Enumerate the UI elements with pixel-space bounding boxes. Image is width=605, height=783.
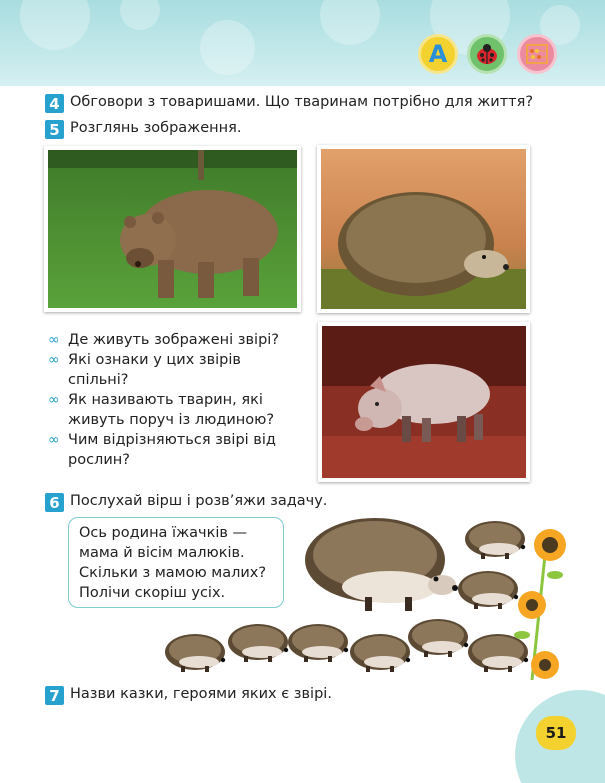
task-number-4: 4	[45, 94, 64, 113]
question-item: ∞ Чим відрізняються звірі від рослин?	[48, 432, 276, 468]
piglet-photo	[318, 322, 530, 482]
task-5-text: Розглянь зображення.	[70, 120, 242, 136]
poem-line: Скільки з мамою малих?	[79, 565, 267, 581]
baby-hedgehog	[228, 624, 288, 662]
header-band	[0, 0, 605, 86]
task-6-text: Послухай вірш і розв’яжи задачу.	[70, 493, 328, 509]
decor-bubble	[120, 0, 160, 30]
baby-hedgehog	[458, 571, 518, 609]
task-7-text: Назви казки, героями яких є звірі.	[70, 686, 332, 702]
question-list	[48, 330, 303, 470]
hedgehogs-illustration	[160, 505, 580, 685]
decor-bubble	[200, 20, 255, 75]
bullet-icon: ∞	[48, 432, 60, 448]
ladybug-icon[interactable]	[467, 34, 507, 74]
bullet-icon: ∞	[48, 352, 60, 368]
abacus-icon[interactable]	[517, 34, 557, 74]
hedgehog-photo	[317, 145, 530, 313]
task-number-5: 5	[45, 120, 64, 139]
poem-line: Ось родина їжачків —	[79, 525, 248, 541]
question-item: ∞ Де живуть зображені звірі?	[48, 332, 280, 348]
decor-bubble	[320, 0, 380, 45]
bullet-icon: ∞	[48, 392, 60, 408]
baby-hedgehog	[165, 634, 225, 672]
bullet-icon: ∞	[48, 332, 60, 348]
poem-line: мама й вісім малюків.	[79, 545, 245, 561]
task-number-6: 6	[45, 493, 64, 512]
poem-line: Полічи скоріш усіх.	[79, 585, 226, 601]
question-item: ∞ Які ознаки у цих звірів спільні?	[48, 352, 241, 388]
baby-hedgehog	[350, 634, 410, 672]
letter-a-icon[interactable]: A	[418, 34, 458, 74]
baby-hedgehog	[468, 634, 528, 672]
mother-hedgehog	[305, 518, 458, 611]
task-4-text: Обговори з товаришами. Що тваринам потрібно для життя?	[70, 94, 534, 110]
question-item: ∞ Як називають тварин, які живуть поруч із людиною?	[48, 392, 275, 428]
abacus-icon-graphic	[525, 43, 549, 65]
baby-hedgehog	[408, 619, 468, 657]
page-number: 51	[536, 716, 576, 750]
decor-bubble	[20, 0, 90, 50]
task-number-7: 7	[45, 686, 64, 705]
baby-hedgehog	[288, 624, 348, 662]
ladybug-icon-graphic	[475, 43, 499, 65]
bear-photo	[44, 146, 301, 312]
baby-hedgehog	[465, 521, 525, 559]
